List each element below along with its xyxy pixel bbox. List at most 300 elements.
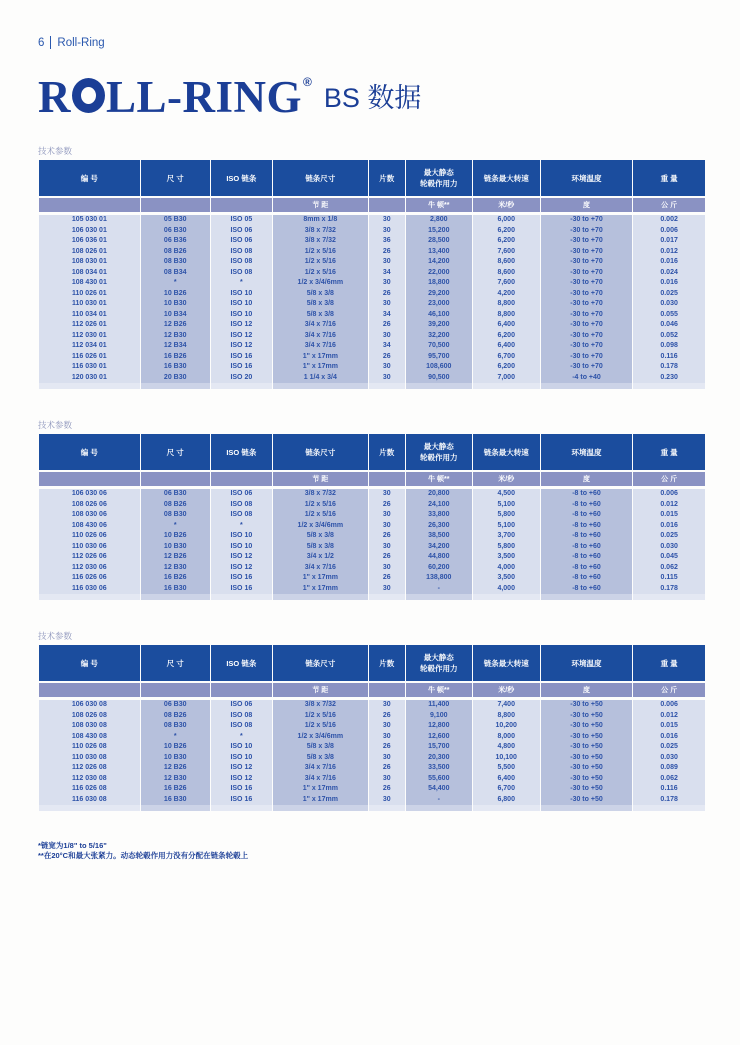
table-cell: 112 034 01 bbox=[39, 341, 140, 352]
table-cell: 8,800 bbox=[473, 711, 540, 722]
table-cell: -8 to +60 bbox=[541, 510, 632, 521]
table-cell: 3/8 x 7/32 bbox=[273, 226, 368, 237]
table-cell: 1/2 x 5/16 bbox=[273, 257, 368, 268]
table-cell: 6,200 bbox=[473, 331, 540, 342]
table-header-cell: 链条尺寸 bbox=[273, 434, 368, 470]
table-cell: 0.098 bbox=[633, 341, 705, 352]
table-cell: 8,600 bbox=[473, 257, 540, 268]
table-unit-cell bbox=[39, 683, 140, 697]
table-row bbox=[39, 226, 705, 237]
table-row bbox=[39, 489, 705, 500]
table-header-cell: 编 号 bbox=[39, 645, 140, 681]
table-cell: -30 to +70 bbox=[541, 362, 632, 373]
table-cell: 3/4 x 7/16 bbox=[273, 763, 368, 774]
table-unit-cell: 米/秒 bbox=[473, 472, 540, 486]
table-cell: * bbox=[141, 278, 210, 289]
table-cell: 0.030 bbox=[633, 542, 705, 553]
table-cell: 15,200 bbox=[406, 226, 472, 237]
table-cell: 4,000 bbox=[473, 584, 540, 595]
table-cell: 5,800 bbox=[473, 542, 540, 553]
table-cell: -30 to +70 bbox=[541, 278, 632, 289]
table-row bbox=[39, 584, 705, 595]
table-cell: 30 bbox=[369, 299, 405, 310]
table-cell: 12 B34 bbox=[141, 341, 210, 352]
divider bbox=[50, 36, 51, 49]
table-cell: -30 to +50 bbox=[541, 763, 632, 774]
table-cell: 0.024 bbox=[633, 268, 705, 279]
table-cell: ISO 06 bbox=[211, 226, 272, 237]
table-header-cell: 环境温度 bbox=[541, 160, 632, 196]
table-cell: 32,200 bbox=[406, 331, 472, 342]
table-unit-cell: 牛 顿** bbox=[406, 683, 472, 697]
table-header-cell: 尺 寸 bbox=[141, 160, 210, 196]
table-cell: 30 bbox=[369, 721, 405, 732]
table-cell: 0.015 bbox=[633, 510, 705, 521]
table-cell: 70,500 bbox=[406, 341, 472, 352]
table-cell: 6,000 bbox=[473, 215, 540, 226]
table-footer-strip bbox=[473, 594, 540, 600]
table-cell: 0.006 bbox=[633, 226, 705, 237]
table-cell: 112 026 08 bbox=[39, 763, 140, 774]
table-cell: -8 to +60 bbox=[541, 563, 632, 574]
section-label: 技术参数 bbox=[38, 420, 73, 430]
table-cell: 8mm x 1/8 bbox=[273, 215, 368, 226]
tech-section-1 bbox=[38, 145, 706, 389]
table-cell: 0.116 bbox=[633, 784, 705, 795]
table-row bbox=[39, 711, 705, 722]
table-cell: 120 030 01 bbox=[39, 373, 140, 384]
table-cell: 5/8 x 3/8 bbox=[273, 299, 368, 310]
table-cell: ISO 16 bbox=[211, 795, 272, 806]
table-cell: * bbox=[141, 521, 210, 532]
table-cell: 1" x 17mm bbox=[273, 795, 368, 806]
table-cell: ISO 12 bbox=[211, 331, 272, 342]
table-cell: 108 026 01 bbox=[39, 247, 140, 258]
table-unit-cell: 米/秒 bbox=[473, 683, 540, 697]
section-label: 技术参数 bbox=[38, 146, 73, 156]
table-cell: -8 to +60 bbox=[541, 489, 632, 500]
footnote-2: **在20°C和最大张紧力。动态轮毂作用力没有分配在链条轮毂上 bbox=[38, 851, 249, 860]
table-unit-cell bbox=[39, 472, 140, 486]
table-cell: 15,700 bbox=[406, 742, 472, 753]
table-row bbox=[39, 563, 705, 574]
table-cell: 3,500 bbox=[473, 573, 540, 584]
table-unit-cell: 公 斤 bbox=[633, 472, 705, 486]
registered-trademark-icon: ® bbox=[303, 75, 312, 89]
table-cell: 18,800 bbox=[406, 278, 472, 289]
table-cell: ISO 16 bbox=[211, 784, 272, 795]
table-cell: 26 bbox=[369, 320, 405, 331]
table-cell: 4,500 bbox=[473, 489, 540, 500]
table-row bbox=[39, 521, 705, 532]
table-header-cell: 片数 bbox=[369, 160, 405, 196]
table-cell: -30 to +50 bbox=[541, 753, 632, 764]
table-footer-strip bbox=[39, 805, 140, 811]
table-cell: 110 030 01 bbox=[39, 299, 140, 310]
table-cell: 108 430 01 bbox=[39, 278, 140, 289]
table-cell: 11,400 bbox=[406, 700, 472, 711]
table-footer-strip bbox=[541, 594, 632, 600]
table-cell: 110 026 06 bbox=[39, 531, 140, 542]
table-cell: ISO 08 bbox=[211, 721, 272, 732]
table-cell: 108 430 06 bbox=[39, 521, 140, 532]
table-cell: 0.002 bbox=[633, 215, 705, 226]
table-row bbox=[39, 531, 705, 542]
table-cell: 110 030 06 bbox=[39, 542, 140, 553]
table-cell: 5/8 x 3/8 bbox=[273, 742, 368, 753]
table-header-cell: 片数 bbox=[369, 645, 405, 681]
table-cell: ISO 08 bbox=[211, 247, 272, 258]
table-row bbox=[39, 257, 705, 268]
table-cell: 1/2 x 3/4/6mm bbox=[273, 521, 368, 532]
table-footer-strip bbox=[633, 805, 705, 811]
table-footer-strip bbox=[39, 594, 140, 600]
table-cell: 116 026 01 bbox=[39, 352, 140, 363]
table-cell: ISO 10 bbox=[211, 742, 272, 753]
table-footer-strip bbox=[39, 383, 140, 389]
table-cell: -8 to +60 bbox=[541, 584, 632, 595]
table-header-cell: 尺 寸 bbox=[141, 645, 210, 681]
table-cell: -8 to +60 bbox=[541, 500, 632, 511]
table-cell: 5,100 bbox=[473, 500, 540, 511]
table-cell: 26 bbox=[369, 763, 405, 774]
table-row bbox=[39, 763, 705, 774]
table-row bbox=[39, 510, 705, 521]
table-cell: * bbox=[211, 521, 272, 532]
table-header-cell: 重 量 bbox=[633, 434, 705, 470]
table-cell: 24,100 bbox=[406, 500, 472, 511]
table-row bbox=[39, 236, 705, 247]
logo-letter-r: R bbox=[38, 72, 71, 122]
table-header-cell: 重 量 bbox=[633, 160, 705, 196]
table-cell: 34 bbox=[369, 310, 405, 321]
table-cell: 08 B34 bbox=[141, 268, 210, 279]
table-cell: 10,100 bbox=[473, 753, 540, 764]
table-cell: 6,400 bbox=[473, 774, 540, 785]
table-unit-cell bbox=[141, 198, 210, 212]
table-cell: 26 bbox=[369, 531, 405, 542]
table-cell: 0.062 bbox=[633, 563, 705, 574]
table-cell: 05 B30 bbox=[141, 215, 210, 226]
table-row bbox=[39, 774, 705, 785]
table-cell: 14,200 bbox=[406, 257, 472, 268]
table-cell: 46,100 bbox=[406, 310, 472, 321]
table-cell: 33,800 bbox=[406, 510, 472, 521]
table-unit-cell: 牛 顿** bbox=[406, 198, 472, 212]
table-cell: 20,800 bbox=[406, 489, 472, 500]
table-cell: -4 to +40 bbox=[541, 373, 632, 384]
table-cell: 138,800 bbox=[406, 573, 472, 584]
table-cell: ISO 10 bbox=[211, 753, 272, 764]
table-cell: 0.025 bbox=[633, 742, 705, 753]
table-cell: 0.016 bbox=[633, 278, 705, 289]
table-header-cell: 链条最大转速 bbox=[473, 645, 540, 681]
table-cell: 0.012 bbox=[633, 500, 705, 511]
table-cell: ISO 10 bbox=[211, 531, 272, 542]
table-cell: 0.178 bbox=[633, 362, 705, 373]
table-cell: ISO 16 bbox=[211, 573, 272, 584]
table-unit-cell: 公 斤 bbox=[633, 198, 705, 212]
table-cell: -30 to +50 bbox=[541, 732, 632, 743]
table-cell: 38,500 bbox=[406, 531, 472, 542]
table-cell: -8 to +60 bbox=[541, 573, 632, 584]
ring-icon bbox=[72, 78, 105, 113]
table-cell: -8 to +60 bbox=[541, 521, 632, 532]
table-cell: 1" x 17mm bbox=[273, 362, 368, 373]
table-cell: -30 to +70 bbox=[541, 320, 632, 331]
page-number: 6 bbox=[38, 36, 45, 49]
table-cell: ISO 12 bbox=[211, 563, 272, 574]
table-unit-cell bbox=[141, 683, 210, 697]
table-cell: ISO 06 bbox=[211, 489, 272, 500]
table-row bbox=[39, 215, 705, 226]
logo-letters: LL-RING bbox=[106, 72, 303, 122]
table-cell: 5/8 x 3/8 bbox=[273, 310, 368, 321]
table-row bbox=[39, 753, 705, 764]
table-header-cell: 环境温度 bbox=[541, 645, 632, 681]
table-cell: * bbox=[141, 732, 210, 743]
table-header-cell: 环境温度 bbox=[541, 434, 632, 470]
table-cell: 0.012 bbox=[633, 247, 705, 258]
table-cell: 26 bbox=[369, 742, 405, 753]
table-cell: 6,700 bbox=[473, 784, 540, 795]
table-row bbox=[39, 268, 705, 279]
table-cell: ISO 06 bbox=[211, 700, 272, 711]
table-cell: 16 B26 bbox=[141, 573, 210, 584]
table-cell: 39,200 bbox=[406, 320, 472, 331]
tech-section-3 bbox=[38, 630, 706, 811]
table-cell: 1" x 17mm bbox=[273, 784, 368, 795]
table-cell: 23,000 bbox=[406, 299, 472, 310]
table-cell: 112 030 06 bbox=[39, 563, 140, 574]
table-cell: 12 B30 bbox=[141, 563, 210, 574]
table-cell: 7,000 bbox=[473, 373, 540, 384]
table-cell: 30 bbox=[369, 362, 405, 373]
tech-table-3 bbox=[38, 645, 706, 811]
table-cell: 26,300 bbox=[406, 521, 472, 532]
table-row bbox=[39, 573, 705, 584]
table-cell: 1" x 17mm bbox=[273, 584, 368, 595]
table-cell: 26 bbox=[369, 711, 405, 722]
table-unit-cell: 节 距 bbox=[273, 472, 368, 486]
table-cell: 36 bbox=[369, 236, 405, 247]
table-cell: 8,600 bbox=[473, 268, 540, 279]
table-unit-cell bbox=[369, 683, 405, 697]
table-unit-cell: 节 距 bbox=[273, 683, 368, 697]
footnote-1: *链宽为1/8" to 5/16" bbox=[38, 841, 107, 850]
table-footer-strip bbox=[473, 383, 540, 389]
table-cell: 0.025 bbox=[633, 531, 705, 542]
table-cell: 108 034 01 bbox=[39, 268, 140, 279]
table-footer-strip bbox=[473, 805, 540, 811]
table-cell: 0.016 bbox=[633, 257, 705, 268]
table-header-cell: 最大静态 轮毂作用力 bbox=[406, 160, 472, 196]
page-header bbox=[38, 36, 706, 49]
table-cell: -8 to +60 bbox=[541, 542, 632, 553]
table-cell: 0.178 bbox=[633, 584, 705, 595]
table-row bbox=[39, 500, 705, 511]
table-cell: 1/2 x 5/16 bbox=[273, 500, 368, 511]
table-cell: 5/8 x 3/8 bbox=[273, 542, 368, 553]
table-row bbox=[39, 362, 705, 373]
table-cell: 6,200 bbox=[473, 362, 540, 373]
table-cell: 8,800 bbox=[473, 310, 540, 321]
table-cell: 1 1/4 x 3/4 bbox=[273, 373, 368, 384]
table-cell: 90,500 bbox=[406, 373, 472, 384]
table-cell: 0.115 bbox=[633, 573, 705, 584]
table-unit-cell bbox=[369, 472, 405, 486]
table-header-cell: 链条最大转速 bbox=[473, 160, 540, 196]
table-cell: 1/2 x 5/16 bbox=[273, 721, 368, 732]
table-cell: 26 bbox=[369, 573, 405, 584]
table-cell: 116 030 08 bbox=[39, 795, 140, 806]
table-cell: 2,800 bbox=[406, 215, 472, 226]
table-cell: 30 bbox=[369, 542, 405, 553]
table-cell: 26 bbox=[369, 289, 405, 300]
table-row bbox=[39, 341, 705, 352]
table-cell: 10 B26 bbox=[141, 289, 210, 300]
table-cell: 06 B36 bbox=[141, 236, 210, 247]
table-header-cell: 链条尺寸 bbox=[273, 645, 368, 681]
table-footer-strip bbox=[211, 594, 272, 600]
table-cell: -30 to +70 bbox=[541, 257, 632, 268]
table-cell: 110 034 01 bbox=[39, 310, 140, 321]
table-footer-strip bbox=[273, 805, 368, 811]
table-cell: 10 B34 bbox=[141, 310, 210, 321]
table-cell: 5,800 bbox=[473, 510, 540, 521]
table-cell: 34 bbox=[369, 268, 405, 279]
table-cell: 30 bbox=[369, 257, 405, 268]
table-header-cell: ISO 链条 bbox=[211, 160, 272, 196]
table-cell: 30 bbox=[369, 278, 405, 289]
table-cell: - bbox=[406, 795, 472, 806]
tech-table-1 bbox=[38, 160, 706, 389]
table-cell: -8 to +60 bbox=[541, 552, 632, 563]
table-footer-strip bbox=[141, 805, 210, 811]
table-footer-strip bbox=[369, 594, 405, 600]
table-cell: ISO 12 bbox=[211, 763, 272, 774]
table-unit-cell bbox=[369, 198, 405, 212]
table-cell: -30 to +70 bbox=[541, 226, 632, 237]
table-cell: ISO 10 bbox=[211, 299, 272, 310]
table-cell: 1/2 x 5/16 bbox=[273, 510, 368, 521]
footnotes bbox=[38, 841, 706, 861]
table-unit-cell bbox=[141, 472, 210, 486]
table-header-cell: ISO 链条 bbox=[211, 645, 272, 681]
table-cell: 1" x 17mm bbox=[273, 573, 368, 584]
table-row bbox=[39, 373, 705, 384]
table-cell: 3/4 x 1/2 bbox=[273, 552, 368, 563]
table-cell: 29,200 bbox=[406, 289, 472, 300]
table-cell: 108,600 bbox=[406, 362, 472, 373]
table-footer-strip bbox=[273, 383, 368, 389]
table-cell: 10 B30 bbox=[141, 542, 210, 553]
table-cell: 10 B30 bbox=[141, 753, 210, 764]
table-cell: 95,700 bbox=[406, 352, 472, 363]
table-cell: 6,200 bbox=[473, 236, 540, 247]
table-footer-strip bbox=[141, 594, 210, 600]
tech-table-2 bbox=[38, 434, 706, 600]
table-cell: 16 B30 bbox=[141, 795, 210, 806]
table-cell: 108 030 08 bbox=[39, 721, 140, 732]
table-cell: ISO 20 bbox=[211, 373, 272, 384]
table-cell: 6,400 bbox=[473, 320, 540, 331]
table-unit-cell: 米/秒 bbox=[473, 198, 540, 212]
table-cell: 7,600 bbox=[473, 278, 540, 289]
table-cell: 5,100 bbox=[473, 521, 540, 532]
table-cell: 3/8 x 7/32 bbox=[273, 489, 368, 500]
table-cell: 30 bbox=[369, 563, 405, 574]
table-cell: 116 026 08 bbox=[39, 784, 140, 795]
table-unit-cell: 度 bbox=[541, 683, 632, 697]
table-header-cell: 编 号 bbox=[39, 434, 140, 470]
table-cell: -30 to +70 bbox=[541, 236, 632, 247]
table-cell: 08 B30 bbox=[141, 257, 210, 268]
table-cell: 0.062 bbox=[633, 774, 705, 785]
table-cell: 08 B26 bbox=[141, 500, 210, 511]
table-cell: 34 bbox=[369, 341, 405, 352]
table-cell: ISO 08 bbox=[211, 500, 272, 511]
brand-name: Roll-Ring bbox=[57, 36, 105, 49]
table-row bbox=[39, 310, 705, 321]
table-cell: 4,000 bbox=[473, 563, 540, 574]
table-row bbox=[39, 289, 705, 300]
table-header-cell: 片数 bbox=[369, 434, 405, 470]
table-row bbox=[39, 732, 705, 743]
table-cell: 30 bbox=[369, 774, 405, 785]
table-cell: 0.178 bbox=[633, 795, 705, 806]
table-row bbox=[39, 795, 705, 806]
table-cell: 0.017 bbox=[633, 236, 705, 247]
table-cell: 6,200 bbox=[473, 226, 540, 237]
table-cell: 116 026 06 bbox=[39, 573, 140, 584]
table-cell: 30 bbox=[369, 753, 405, 764]
table-cell: -30 to +70 bbox=[541, 352, 632, 363]
table-cell: 1/2 x 3/4/6mm bbox=[273, 278, 368, 289]
table-row bbox=[39, 542, 705, 553]
table-cell: -30 to +50 bbox=[541, 742, 632, 753]
table-cell: 12,800 bbox=[406, 721, 472, 732]
table-cell: 30 bbox=[369, 373, 405, 384]
table-cell: 30 bbox=[369, 489, 405, 500]
table-cell: 3/4 x 7/16 bbox=[273, 341, 368, 352]
table-cell: 110 026 08 bbox=[39, 742, 140, 753]
table-cell: ISO 16 bbox=[211, 352, 272, 363]
table-cell: 55,600 bbox=[406, 774, 472, 785]
table-cell: -30 to +50 bbox=[541, 711, 632, 722]
table-cell: 0.006 bbox=[633, 700, 705, 711]
table-cell: ISO 12 bbox=[211, 341, 272, 352]
table-cell: 6,800 bbox=[473, 795, 540, 806]
table-cell: 110 026 01 bbox=[39, 289, 140, 300]
table-cell: 30 bbox=[369, 732, 405, 743]
table-row bbox=[39, 299, 705, 310]
table-cell: 106 030 06 bbox=[39, 489, 140, 500]
table-cell: 3,500 bbox=[473, 552, 540, 563]
section-label: 技术参数 bbox=[38, 631, 73, 641]
table-cell: 08 B30 bbox=[141, 721, 210, 732]
table-cell: -30 to +70 bbox=[541, 299, 632, 310]
table-cell: 12 B26 bbox=[141, 552, 210, 563]
table-cell: ISO 06 bbox=[211, 236, 272, 247]
table-cell: 10 B26 bbox=[141, 531, 210, 542]
table-cell: 30 bbox=[369, 584, 405, 595]
table-footer-strip bbox=[633, 594, 705, 600]
roll-ring-logo bbox=[38, 72, 706, 123]
table-cell: 3,700 bbox=[473, 531, 540, 542]
table-cell: 44,800 bbox=[406, 552, 472, 563]
table-cell: 0.046 bbox=[633, 320, 705, 331]
